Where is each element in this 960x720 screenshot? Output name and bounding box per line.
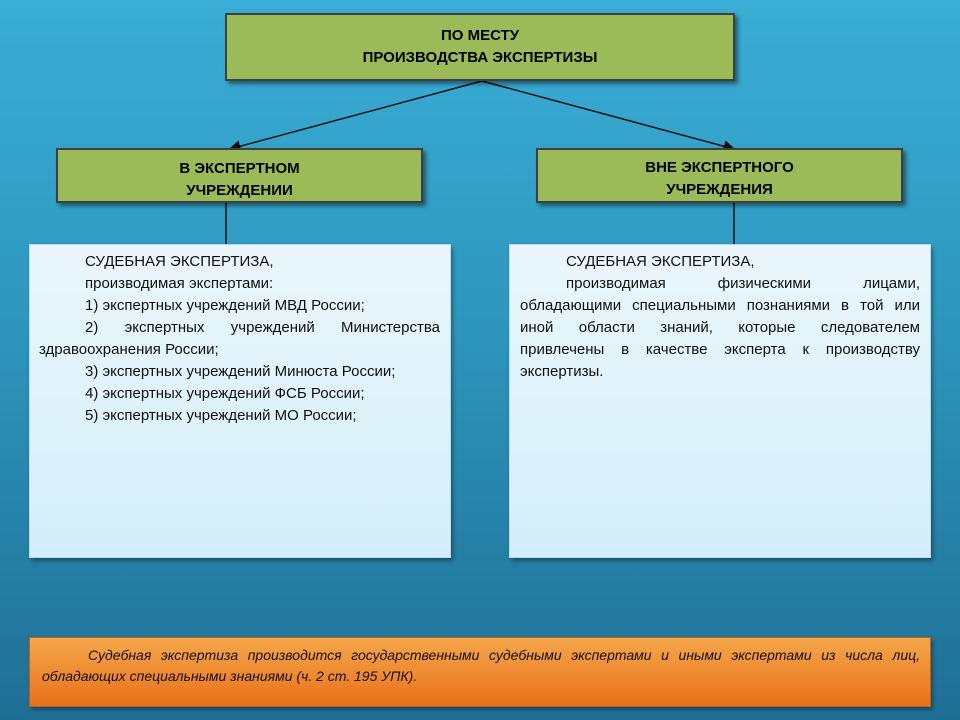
left-description-panel: [29, 244, 451, 558]
right-heading-line2: УЧРЕЖДЕНИЯ: [666, 181, 773, 198]
top-category-box: [225, 13, 735, 81]
left-line: 4) экспертных учреждений ФСБ России;: [85, 385, 365, 402]
right-description-panel: [509, 244, 931, 558]
left-line: производимая экспертами:: [85, 275, 274, 292]
right-heading-line1: ВНЕ ЭКСПЕРТНОГО: [645, 159, 794, 176]
right-line: СУДЕБНАЯ ЭКСПЕРТИЗА,: [566, 253, 755, 270]
left-line: 2) экспертных учреждений Министерства здравоохранения России;: [39, 319, 440, 358]
arrow-to-left: [230, 81, 482, 149]
top-title-line2: ПРОИЗВОДСТВА ЭКСПЕРТИЗЫ: [362, 49, 598, 66]
left-line: СУДЕБНАЯ ЭКСПЕРТИЗА,: [85, 253, 274, 270]
right-text: производимая физическими лицами, обладающими специальными познаниями в той или иной области знаний, которые следователем привлечены в качестве эксперта к производству экспертизы.: [520, 275, 920, 380]
left-heading-line1: В ЭКСПЕРТНОМ: [179, 160, 300, 177]
arrow-to-right: [482, 81, 734, 149]
right-category-box: [536, 148, 903, 203]
footnote-text: Судебная экспертиза производится государственными судебными экспертами и иными экспертами из числа лиц, обладающих специальными знаниями (ч. 2 ст. 195 УПК).: [42, 647, 920, 684]
left-category-box: [56, 148, 423, 203]
left-heading-line2: УЧРЕЖДЕНИИ: [186, 182, 293, 199]
footnote-box: [29, 637, 931, 707]
left-line: 1) экспертных учреждений МВД России;: [85, 297, 365, 314]
left-line: 5) экспертных учреждений МО России;: [85, 407, 357, 424]
top-title-line1: ПО МЕСТУ: [440, 27, 520, 44]
left-line: 3) экспертных учреждений Минюста России;: [85, 363, 396, 380]
